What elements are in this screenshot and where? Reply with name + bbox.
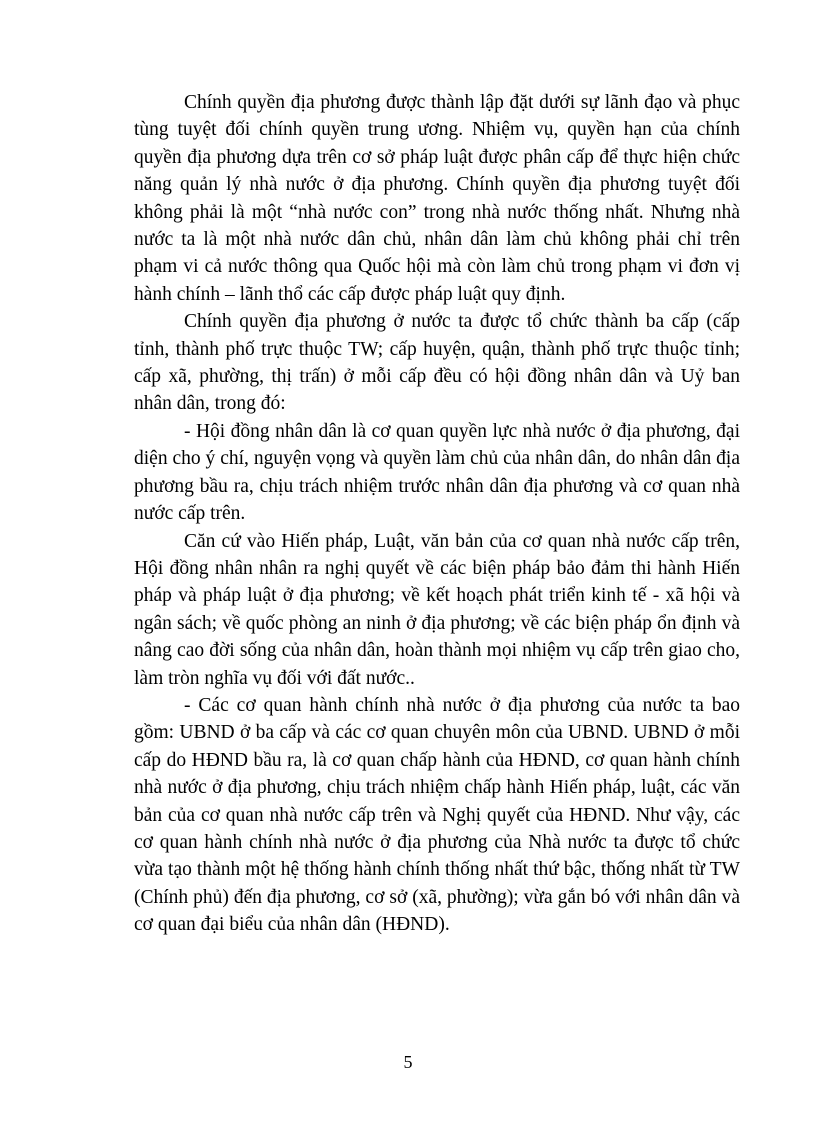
- paragraph-3: - Hội đồng nhân dân là cơ quan quyền lực nhà nước ở địa phương, đại diện cho ý chí, nguyện vọng và quyền làm chủ của nhân dân, do nhân dân địa phương bầu ra, chịu trách nhiệm trước nhân dân địa phương và cơ quan nhà nước cấp trên.: [134, 420, 740, 525]
- page-number: 5: [403, 1052, 413, 1072]
- paragraph-4: Căn cứ vào Hiến pháp, Luật, văn bản của cơ quan nhà nước cấp trên, Hội đồng nhân nhân ra nghị quyết về các biện pháp bảo đảm thi hành Hiến pháp và pháp luật ở địa phương; về kết hoạch phát triển kinh tế - xã hội và ngân sách; về quốc phòng an ninh ở địa phương; về các biện pháp ổn định và nâng cao đời sống của nhân dân, hoàn thành mọi nhiệm vụ cấp trên giao cho, làm tròn nghĩa vụ đối với đất nước..: [134, 530, 740, 689]
- body-text: [134, 89, 740, 939]
- paragraph-5: - Các cơ quan hành chính nhà nước ở địa phương của nước ta bao gồm: UBND ở ba cấp và các cơ quan chuyên môn của UBND. UBND ở mỗi cấp do HĐND bầu ra, là cơ quan chấp hành của HĐND, cơ quan hành chính nhà nước ở địa phương, chịu trách nhiệm chấp hành Hiến pháp, luật, các văn bản của cơ quan nhà nước cấp trên và Nghị quyết của HĐND. Như vậy, các cơ quan hành chính nhà nước ở địa phương của Nhà nước ta được tổ chức vừa tạo thành một hệ thống hành chính thống nhất thứ bậc, thống nhất từ TW (Chính phủ) đến địa phương, cơ sở (xã, phường); vừa gắn bó với nhân dân và cơ quan đại biểu của nhân dân (HĐND).: [134, 694, 740, 936]
- paragraph-1: Chính quyền địa phương được thành lập đặt dưới sự lãnh đạo và phục tùng tuyệt đối chính quyền trung ương. Nhiệm vụ, quyền hạn của chính quyền địa phương dựa trên cơ sở pháp luật được phân cấp để thực hiện chức năng quản lý nhà nước ở địa phương. Chính quyền địa phương tuyệt đối không phải là một “nhà nước con” trong nhà nước thống nhất. Nhưng nhà nước ta là một nhà nước dân chủ, nhân dân làm chủ không phải chỉ trên phạm vi cả nước thông qua Quốc hội mà còn làm chủ trong phạm vi đơn vị hành chính – lãnh thổ các cấp được pháp luật quy định.: [134, 92, 740, 305]
- paragraph-2: Chính quyền địa phương ở nước ta được tổ chức thành ba cấp (cấp tỉnh, thành phố trực thuộc TW; cấp huyện, quận, thành phố trực thuộc tỉnh; cấp xã, phường, thị trấn) ở mỗi cấp đều có hội đồng nhân dân và Uỷ ban nhân dân, trong đó:: [134, 311, 740, 415]
